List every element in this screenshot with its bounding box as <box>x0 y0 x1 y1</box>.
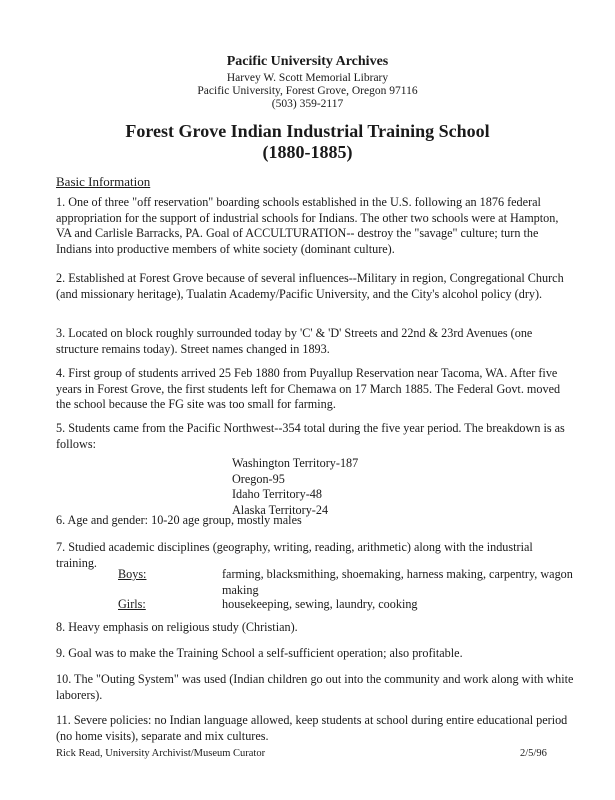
footer-date: 2/5/96 <box>520 748 547 759</box>
girls-label: Girls: <box>118 597 146 611</box>
address-line: Pacific University, Forest Grove, Oregon 97116 <box>197 85 418 97</box>
list-item: Idaho Territory-48 <box>232 487 322 501</box>
document-title-dates: (1880-1885) <box>262 142 353 162</box>
library-name: Harvey W. Scott Memorial Library <box>226 72 389 84</box>
list-item: Washington Territory-187 <box>232 456 359 470</box>
item-4: 4. First group of students arrived 25 Feb 1880 from Puyallup Reservation near Tacoma, WA. After five years in Forest Grove, the first students left for Chemawa on 17 March 1885. The Federal Govt. moved the school because the FG site was too small for farming. <box>56 366 561 411</box>
item-2: 2. Established at Forest Grove because of several influences--Military in region, Congregational Church (and missionary heritage), Tualatin Academy/Pacific University, and the City's alcohol policy (dry). <box>56 271 564 301</box>
archive-name: Pacific University Archives <box>226 54 389 69</box>
footer-author: Rick Read, University Archivist/Museum Curator <box>56 748 266 759</box>
territory-breakdown <box>232 456 358 518</box>
item-11: 11. Severe policies: no Indian language allowed, keep students at school during entire educational period (no home visits), separate and mix cultures. <box>56 713 568 743</box>
section-heading: Basic Information <box>56 174 151 189</box>
girls-training: housekeeping, sewing, laundry, cooking <box>222 597 418 611</box>
boys-label: Boys: <box>118 567 147 581</box>
document-title: Forest Grove Indian Industrial Training School <box>125 121 490 141</box>
item-9: 9. Goal was to make the Training School a self-sufficient operation; also profitable. <box>56 646 463 660</box>
item-6: 6. Age and gender: 10-20 age group, mostly males <box>56 513 302 527</box>
item-3: 3. Located on block roughly surrounded today by 'C' & 'D' Streets and 22nd & 23rd Avenues (one structure remains today). Street names changed in 1893. <box>56 326 533 356</box>
phone-line: (503) 359-2117 <box>271 98 344 110</box>
list-item: Alaska Territory-24 <box>232 502 329 517</box>
item-5: 5. Students came from the Pacific Northwest--354 total during the five year period. The breakdown is as follows: <box>56 421 565 451</box>
list-item: Oregon-95 <box>232 471 285 486</box>
item-1: 1. One of three "off reservation" boarding schools established in the U.S. following an 1876 federal appropriation for the support of industrial schools for Indians. The other two schools were at Hampton, VA and Carlisle Barracks, PA. Goal of ACCULTURATION-- destroy the "savage" culture; turn the Indians into productive members of white society (dominant culture). <box>56 195 559 256</box>
item-10: 10. The "Outing System" was used (Indian children go out into the community and work along with white laborers). <box>56 672 574 702</box>
item-7: 7. Studied academic disciplines (geography, writing, reading, arithmetic) along with the industrial training. <box>56 540 533 570</box>
boys-training: farming, blacksmithing, shoemaking, harness making, carpentry, wagon making <box>222 567 573 597</box>
item-8: 8. Heavy emphasis on religious study (Christian). <box>56 620 298 634</box>
